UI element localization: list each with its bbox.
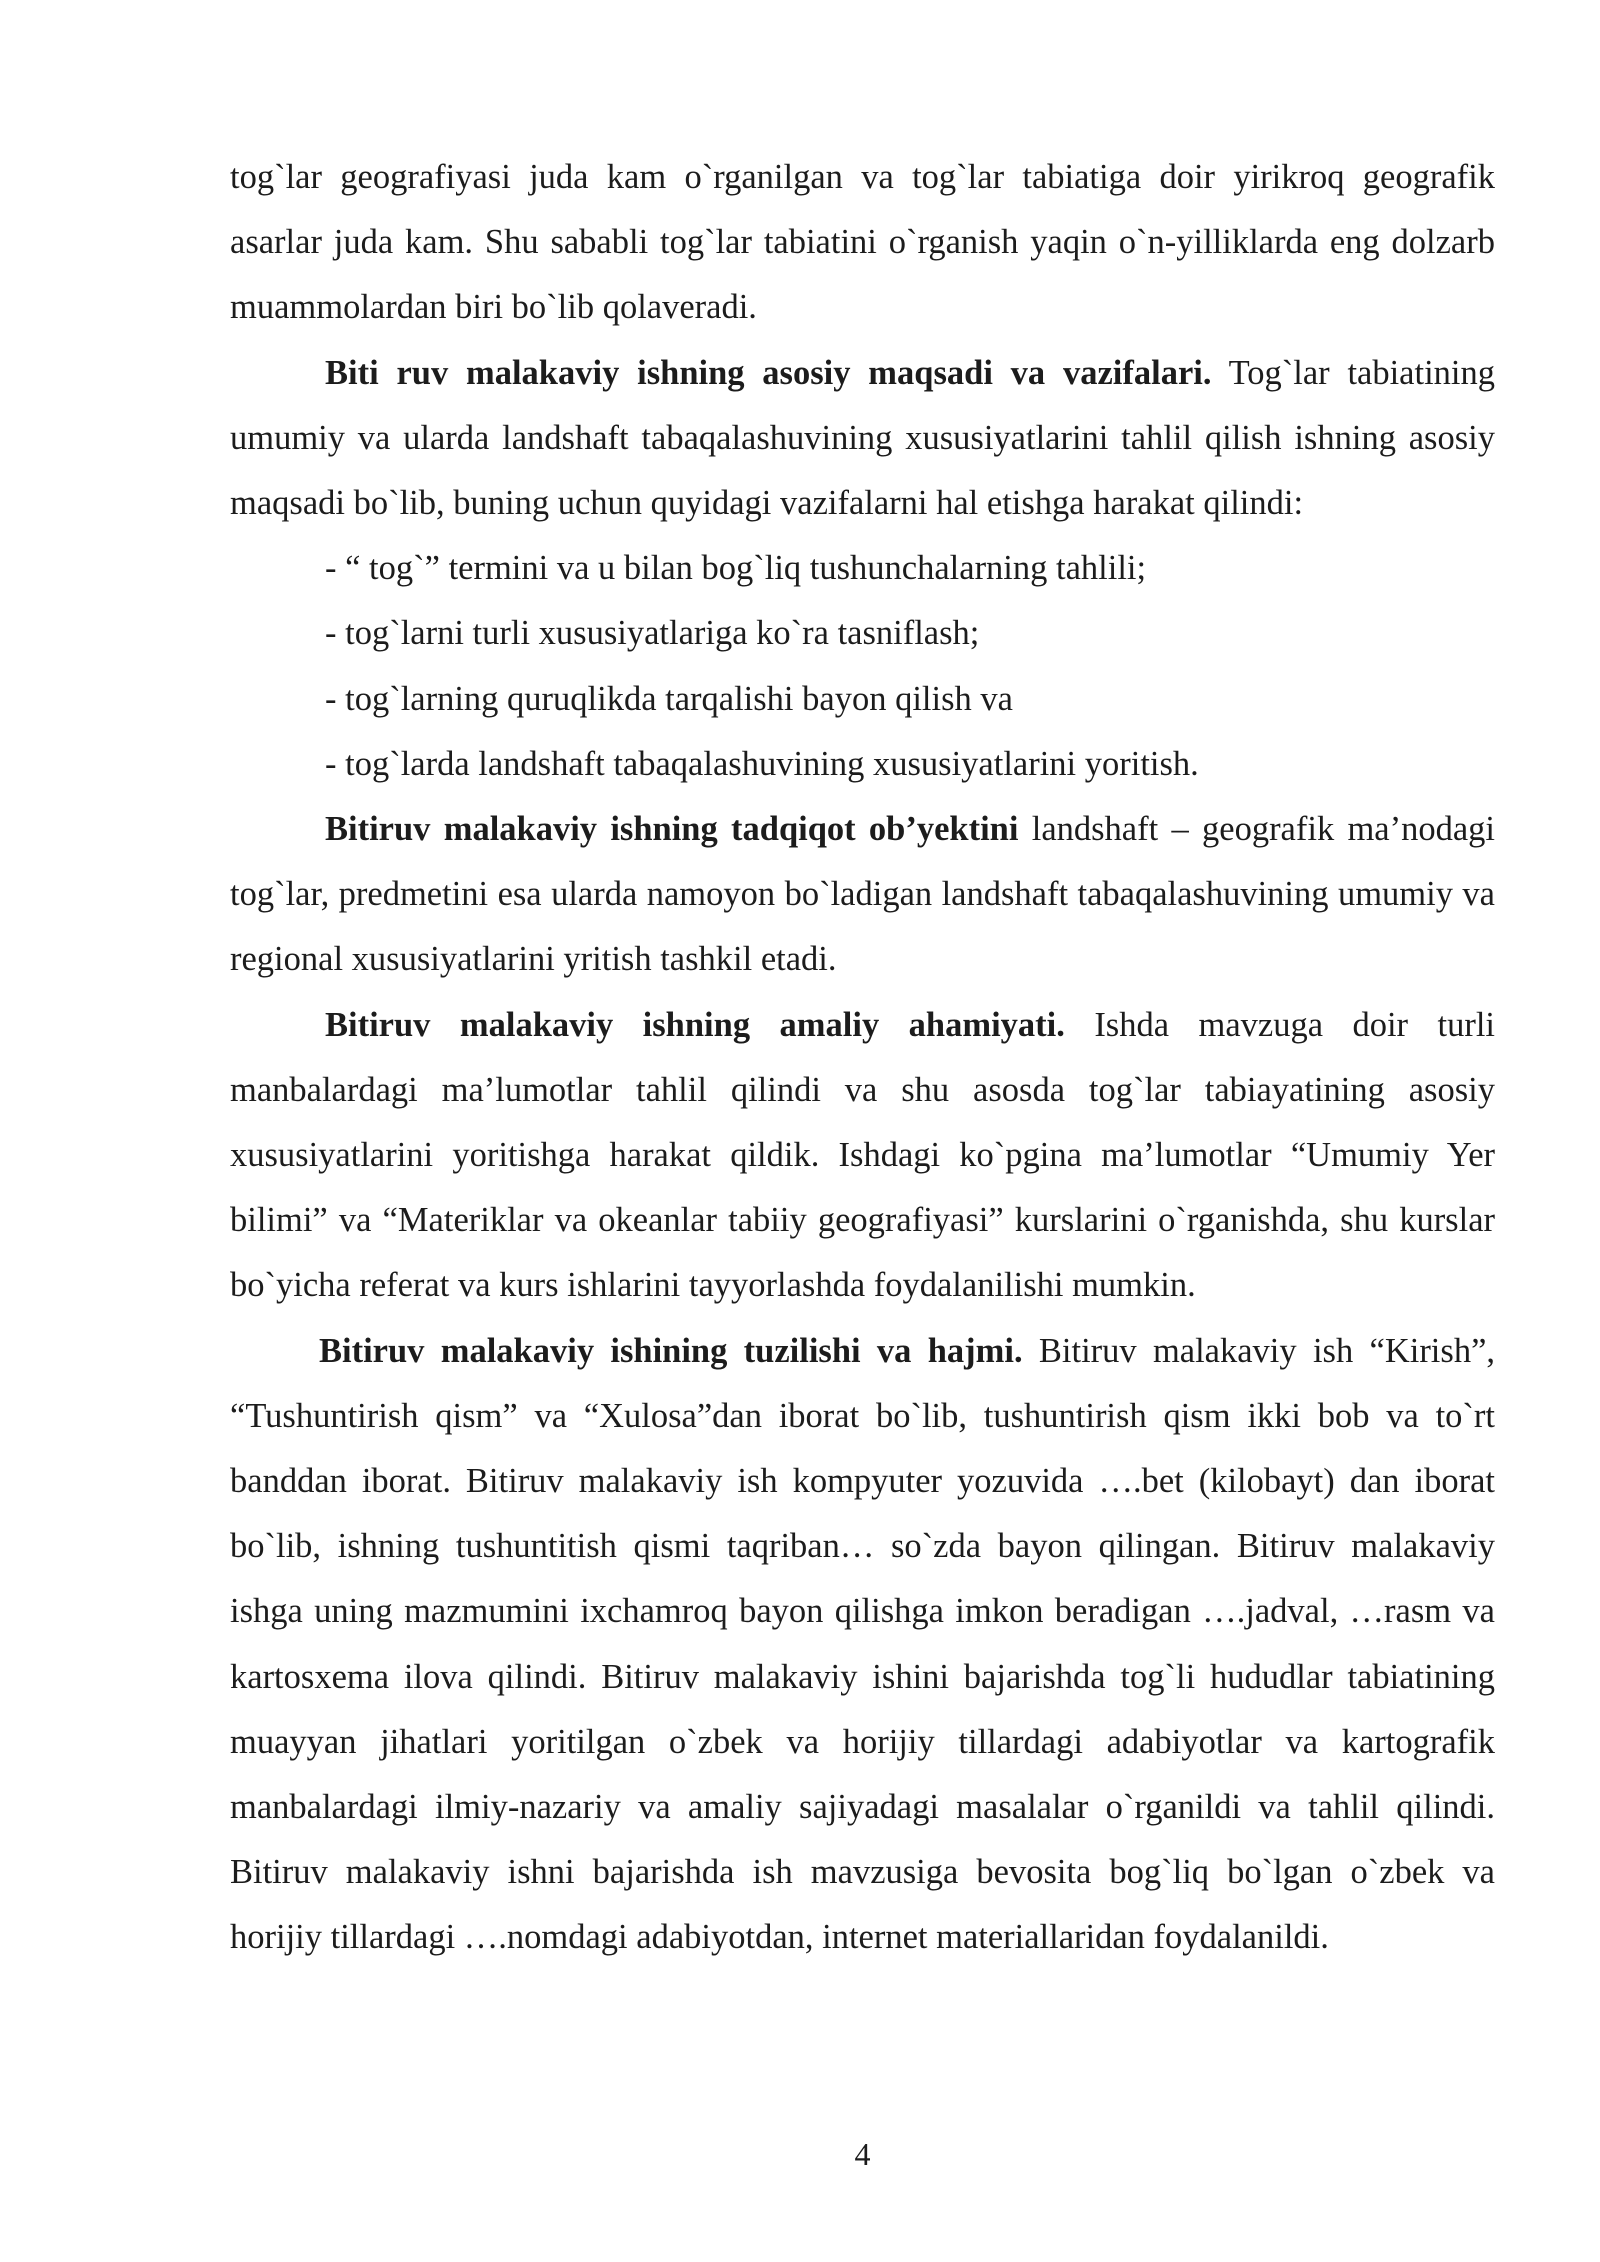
intro-paragraph — [230, 145, 1495, 341]
list-item: - “ tog`” termini va u bilan bog`liq tushunchalarning tahlili; — [325, 549, 1147, 588]
significance-paragraph — [230, 993, 1495, 1319]
significance-text: Ishda mavzuga doir turli manbalardagi ma’lumotlar tahlil qilindi va shu asosda tog`lar tabiayatining asosiy xususiyatlarini yoritishga harakat qildik. Ishdagi ko`pgina ma’lumotlar “Umumiy Yer bilimi” va “Materiklar va okeanlar tabiiy geografiyasi” kurslarini o`rganishda, shu kurslar bo`yicha referat va kurs ishlarini tayyorlashda foydalanilishi mumkin. — [230, 1005, 1495, 1305]
object-text: landshaft – geografik ma’nodagi tog`lar, predmetini esa ularda namoyon bo`ladigan landshaft tabaqalashuvining umumiy va regional xususiyatlarini yritish tashkil etadi. — [230, 810, 1496, 979]
object-heading: Bitiruv malakaviy ishning tadqiqot ob’yektini — [325, 810, 1019, 849]
tasks-list — [230, 536, 1495, 797]
structure-text: Bitiruv malakaviy ish “Kirish”, “Tushuntirish qism” va “Xulosa”dan iborat bo`lib, tushuntirish qism ikki bob va to`rt banddan iborat. Bitiruv malakaviy ish kompyuter yozuvida ….bet (kilobayt) dan iborat bo`lib, ishning tushuntitish qismi taqriban… so`zda bayon qilingan. Bitiruv malakaviy ishga uning mazmumini ixchamroq bayon qilishga imkon beradigan ….jadval, …rasm va kartosxema ilova qilindi. Bitiruv malakaviy ishini bajarishda tog`li hududlar tabiatining muayyan jihatlari yoritilgan o`zbek va horijiy tillardagi adabiyotlar va kartografik manbalardagi ilmiy-nazariy va amaliy sajiyadagi masalalar o`rganildi va tahlil qilindi. Bitiruv malakaviy ishni bajarishda ish mavzusiga bevosita bog`liq bo`lgan o`zbek va horijiy tillardagi ….nomdagi adabiyotdan, internet materiallaridan foydalanildi. — [230, 1331, 1496, 1957]
intro-text: tog`lar geografiyasi juda kam o`rganilgan va tog`lar tabiatiga doir yirikroq geografik asarlar juda kam. Shu sababli tog`lar tabiatini o`rganish yaqin o`n-yilliklarda eng dolzarb muammolardan biri bo`lib qolaveradi. — [230, 158, 1495, 327]
page-body — [230, 145, 1495, 1971]
list-item: - tog`larda landshaft tabaqalashuvining xususiyatlarini yoritish. — [325, 744, 1199, 783]
structure-heading: Bitiruv malakaviy ishining tuzilishi va hajmi. — [319, 1331, 1023, 1370]
list-item: - tog`larning quruqlikda tarqalishi bayon qilish va — [325, 679, 1013, 718]
structure-paragraph — [230, 1319, 1495, 1971]
list-item: - tog`larni turli xususiyatlariga ko`ra tasniflash; — [325, 614, 980, 653]
goals-text: Tog`lar tabiatining umumiy va ularda landshaft tabaqalashuvining xususiyatlarini tahlil qilish ishning asosiy maqsadi bo`lib, buning uchun quyidagi vazifalarni hal etishga harakat qilindi: — [230, 353, 1496, 523]
goals-paragraph — [230, 341, 1495, 537]
significance-heading: Bitiruv malakaviy ishning amaliy ahamiyati. — [325, 1005, 1065, 1044]
page-number: 4 — [854, 2136, 871, 2172]
object-paragraph — [230, 797, 1495, 993]
goals-heading: Biti ruv malakaviy ishning asosiy maqsadi va vazifalari. — [325, 353, 1212, 392]
